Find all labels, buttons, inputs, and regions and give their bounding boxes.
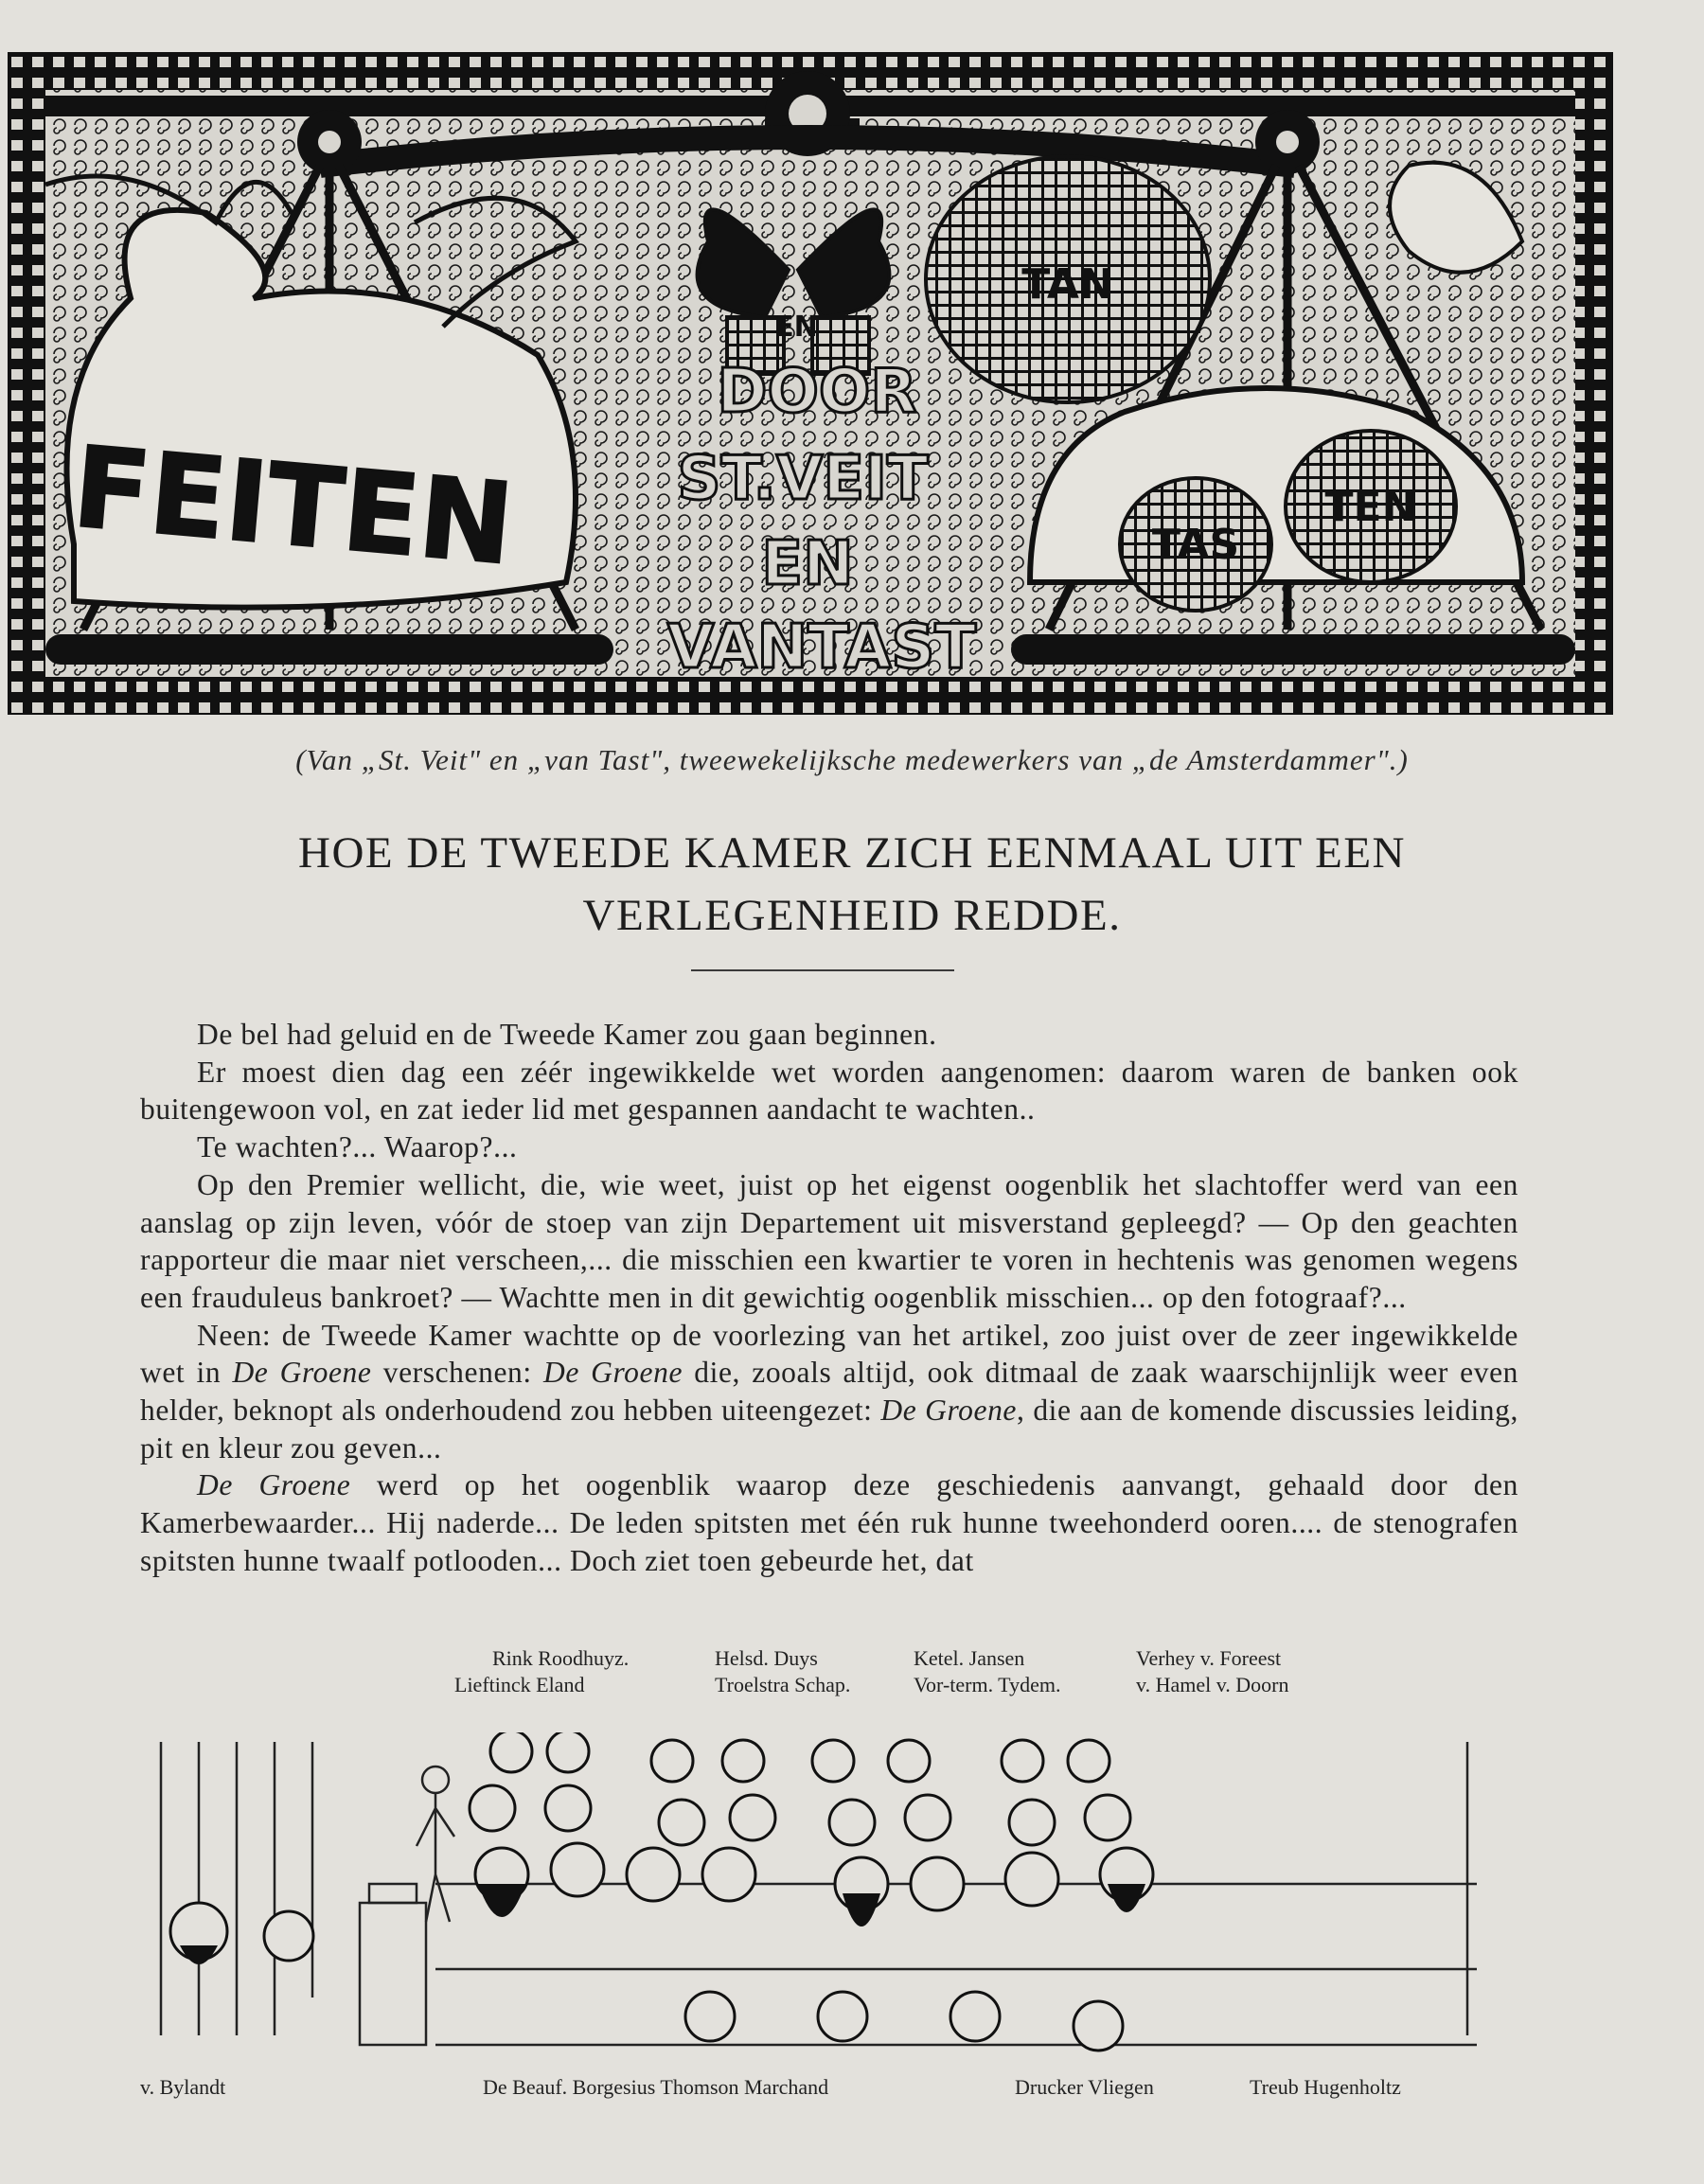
article-body: [140, 1016, 1518, 1580]
caricature-label: Rink Roodhuyz.: [492, 1646, 630, 1670]
subtitle-door: DOOR: [717, 357, 917, 427]
paragraph: De bel had geluid en de Tweede Kamer zou gaan beginnen.: [197, 1018, 937, 1051]
caricature-label: Treub Hugenholtz: [1250, 2075, 1401, 2099]
text-run: verschenen:: [371, 1356, 543, 1390]
parliament-illustration: [123, 1732, 1543, 2073]
banner-caption: (Van „St. Veit" en „van Tast", tweewekelijksche medewerkers van „de Amsterdammer".): [295, 743, 1409, 776]
label-row-1: [492, 1645, 1439, 1672]
text-run: Neen: de Tweede Kamer wachtte op de voorlezing van het artikel, zoo juist over de zeer ingewikkelde wet in: [140, 1318, 1518, 1390]
headline-line-1: HOE DE TWEEDE KAMER ZICH EENMAAL UIT EEN: [298, 828, 1406, 878]
subtitle-van-tast: VANTAST: [666, 613, 977, 683]
paragraph: Er moest dien dag een zéér ingewikkelde wet worden aangenomen: daarom waren de banken ook buitengewoon vol, en zat ieder lid met gespannen aandacht te wachten..: [140, 1055, 1518, 1127]
subtitle-en: EN: [761, 529, 854, 599]
illustration-top-labels: [454, 1645, 1439, 1698]
butterfly-text: EN: [774, 311, 818, 344]
caricature-label: Verhey v. Foreest: [1136, 1646, 1282, 1670]
caricature-label: Lieftinck Eland: [454, 1673, 585, 1696]
caricature-label: Helsd. Duys: [715, 1646, 818, 1670]
masthead-banner: [8, 52, 1613, 715]
publication-name: De Groene: [197, 1468, 351, 1502]
caricature-label: Vor-term. Tydem.: [914, 1673, 1061, 1696]
banner-title: FEITEN: [68, 421, 519, 591]
bag-letters-tas: TAS: [1151, 521, 1240, 569]
caricature-label: v. Hamel v. Doorn: [1136, 1673, 1289, 1696]
headline-divider: [691, 969, 954, 971]
paragraph: Te wachten?... Waarop?...: [197, 1130, 518, 1164]
publication-name: De Groene: [542, 1356, 683, 1390]
caricature-label: Troelstra Schap.: [715, 1673, 851, 1696]
subtitle-st-veit: ST.VEIT: [677, 444, 929, 514]
caricature-label: Ketel. Jansen: [914, 1646, 1025, 1670]
headline-line-2: VERLEGENHEID REDDE.: [582, 891, 1122, 940]
caricature-label: Drucker Vliegen: [1015, 2075, 1154, 2099]
caricature-label: v. Bylandt: [140, 2075, 226, 2099]
article-headline: [142, 822, 1562, 947]
publication-name: De Groene: [232, 1356, 372, 1390]
paragraph: [140, 1466, 1518, 1579]
caricature-label: De Beauf. Borgesius Thomson Marchand: [483, 2075, 829, 2099]
label-row-2: [454, 1672, 1439, 1698]
text-run: werd op het oogenblik waarop deze geschiedenis aanvangt, gehaald door den Kamerbewaarder... Hij naderde... De leden spitsten met één ruk hunne tweehonderd ooren.... de stenografen spitsten hunne twaalf potlooden... Doch ziet toen gebeurde het, dat: [140, 1468, 1518, 1577]
text-run: , die aan de komende discussies leiding, pit en kleur zou geven...: [140, 1394, 1518, 1465]
paragraph: Op den Premier wellicht, die, wie weet, juist op het eigenst oogenblik het slachtoffer werd van een aanslag op zijn leven, vóór de stoep van zijn Departement uit misverstand gepleegd? — Op den geachten rapporteur die maar niet verscheen,... die misschien een kwartier te voren in hechtenis was genomen wegens een frauduleus bankroet? — Wachtte men in dit gewichtig oogenblik misschien... op den fotograaf?...: [140, 1167, 1518, 1314]
bag-letters-tan: TAN: [1021, 260, 1114, 309]
bag-letters-ten: TEN: [1324, 483, 1417, 531]
publication-name: De Groene: [880, 1394, 1018, 1428]
paragraph: [140, 1317, 1518, 1467]
text-run: die, zooals altijd, ook ditmaal de zaak waarschijnlijk weer even helder, beknopt als onderhoudend zou hebben uiteengezet:: [140, 1356, 1518, 1428]
